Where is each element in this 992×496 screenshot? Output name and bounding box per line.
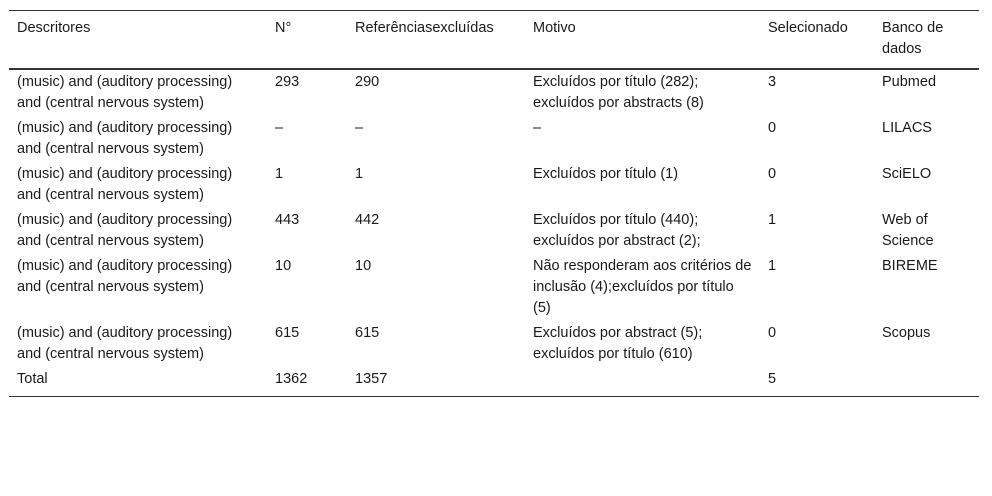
cell-banco: LILACS <box>882 120 932 136</box>
table-row <box>9 116 979 162</box>
header-banco: Banco de dados <box>874 11 979 70</box>
total-n: 1362 <box>267 367 347 397</box>
table-row <box>9 321 979 367</box>
cell-n: 615 <box>275 325 300 341</box>
cell-referencias: 1 <box>355 166 364 182</box>
cell-selecionado: 1 <box>768 258 777 274</box>
cell-descritores: (music) and (auditory processing) and (central nervous system) <box>17 120 233 157</box>
cell-n: 10 <box>275 258 292 274</box>
results-table <box>9 10 979 397</box>
total-row <box>9 367 979 397</box>
cell-descritores: (music) and (auditory processing) and (central nervous system) <box>17 212 233 249</box>
cell-referencias: – <box>355 120 364 136</box>
header-descritores: Descritores <box>9 11 267 70</box>
cell-banco: Scopus <box>882 325 931 341</box>
cell-motivo: – <box>533 120 542 136</box>
cell-descritores: (music) and (auditory processing) and (central nervous system) <box>17 325 233 362</box>
table-body <box>9 69 979 397</box>
cell-descritores: (music) and (auditory processing) and (central nervous system) <box>17 74 233 111</box>
header-referencias: Referênciasexcluídas <box>347 11 525 70</box>
cell-motivo: Excluídos por abstract (5); excluídos por título (610) <box>533 325 703 362</box>
table-row <box>9 254 979 321</box>
cell-banco: SciELO <box>882 166 932 182</box>
header-selecionado: Selecionado <box>760 11 874 70</box>
total-label: Total <box>9 367 267 397</box>
table-row <box>9 208 979 254</box>
cell-banco: Pubmed <box>882 74 937 90</box>
table-row <box>9 162 979 208</box>
cell-descritores: (music) and (auditory processing) and (central nervous system) <box>17 166 233 203</box>
cell-banco: Web of Science <box>882 212 934 249</box>
table-header <box>9 11 979 70</box>
cell-n: – <box>275 120 284 136</box>
cell-n: 443 <box>275 212 300 228</box>
table-row <box>9 69 979 116</box>
cell-selecionado: 0 <box>768 166 777 182</box>
cell-motivo: Excluídos por título (440); excluídos por abstract (2); <box>533 212 701 249</box>
cell-referencias: 615 <box>355 325 380 341</box>
cell-selecionado: 0 <box>768 120 777 136</box>
total-referencias: 1357 <box>347 367 525 397</box>
header-n: N° <box>267 11 347 70</box>
header-motivo: Motivo <box>525 11 760 70</box>
cell-referencias: 442 <box>355 212 380 228</box>
results-table-container <box>9 10 979 397</box>
total-motivo <box>525 367 760 397</box>
cell-n: 1 <box>275 166 284 182</box>
cell-motivo: Excluídos por título (282); excluídos por abstracts (8) <box>533 74 704 111</box>
total-banco <box>874 367 979 397</box>
cell-referencias: 290 <box>355 74 380 90</box>
total-selecionado: 5 <box>760 367 874 397</box>
cell-selecionado: 3 <box>768 74 777 90</box>
cell-n: 293 <box>275 74 300 90</box>
cell-motivo: Não responderam aos critérios de inclusão (4);excluídos por título (5) <box>533 258 752 316</box>
cell-descritores: (music) and (auditory processing) and (central nervous system) <box>17 258 233 295</box>
cell-selecionado: 1 <box>768 212 777 228</box>
cell-banco: BIREME <box>882 258 938 274</box>
cell-referencias: 10 <box>355 258 372 274</box>
cell-motivo: Excluídos por título (1) <box>533 166 679 182</box>
header-row <box>9 11 979 70</box>
cell-selecionado: 0 <box>768 325 777 341</box>
